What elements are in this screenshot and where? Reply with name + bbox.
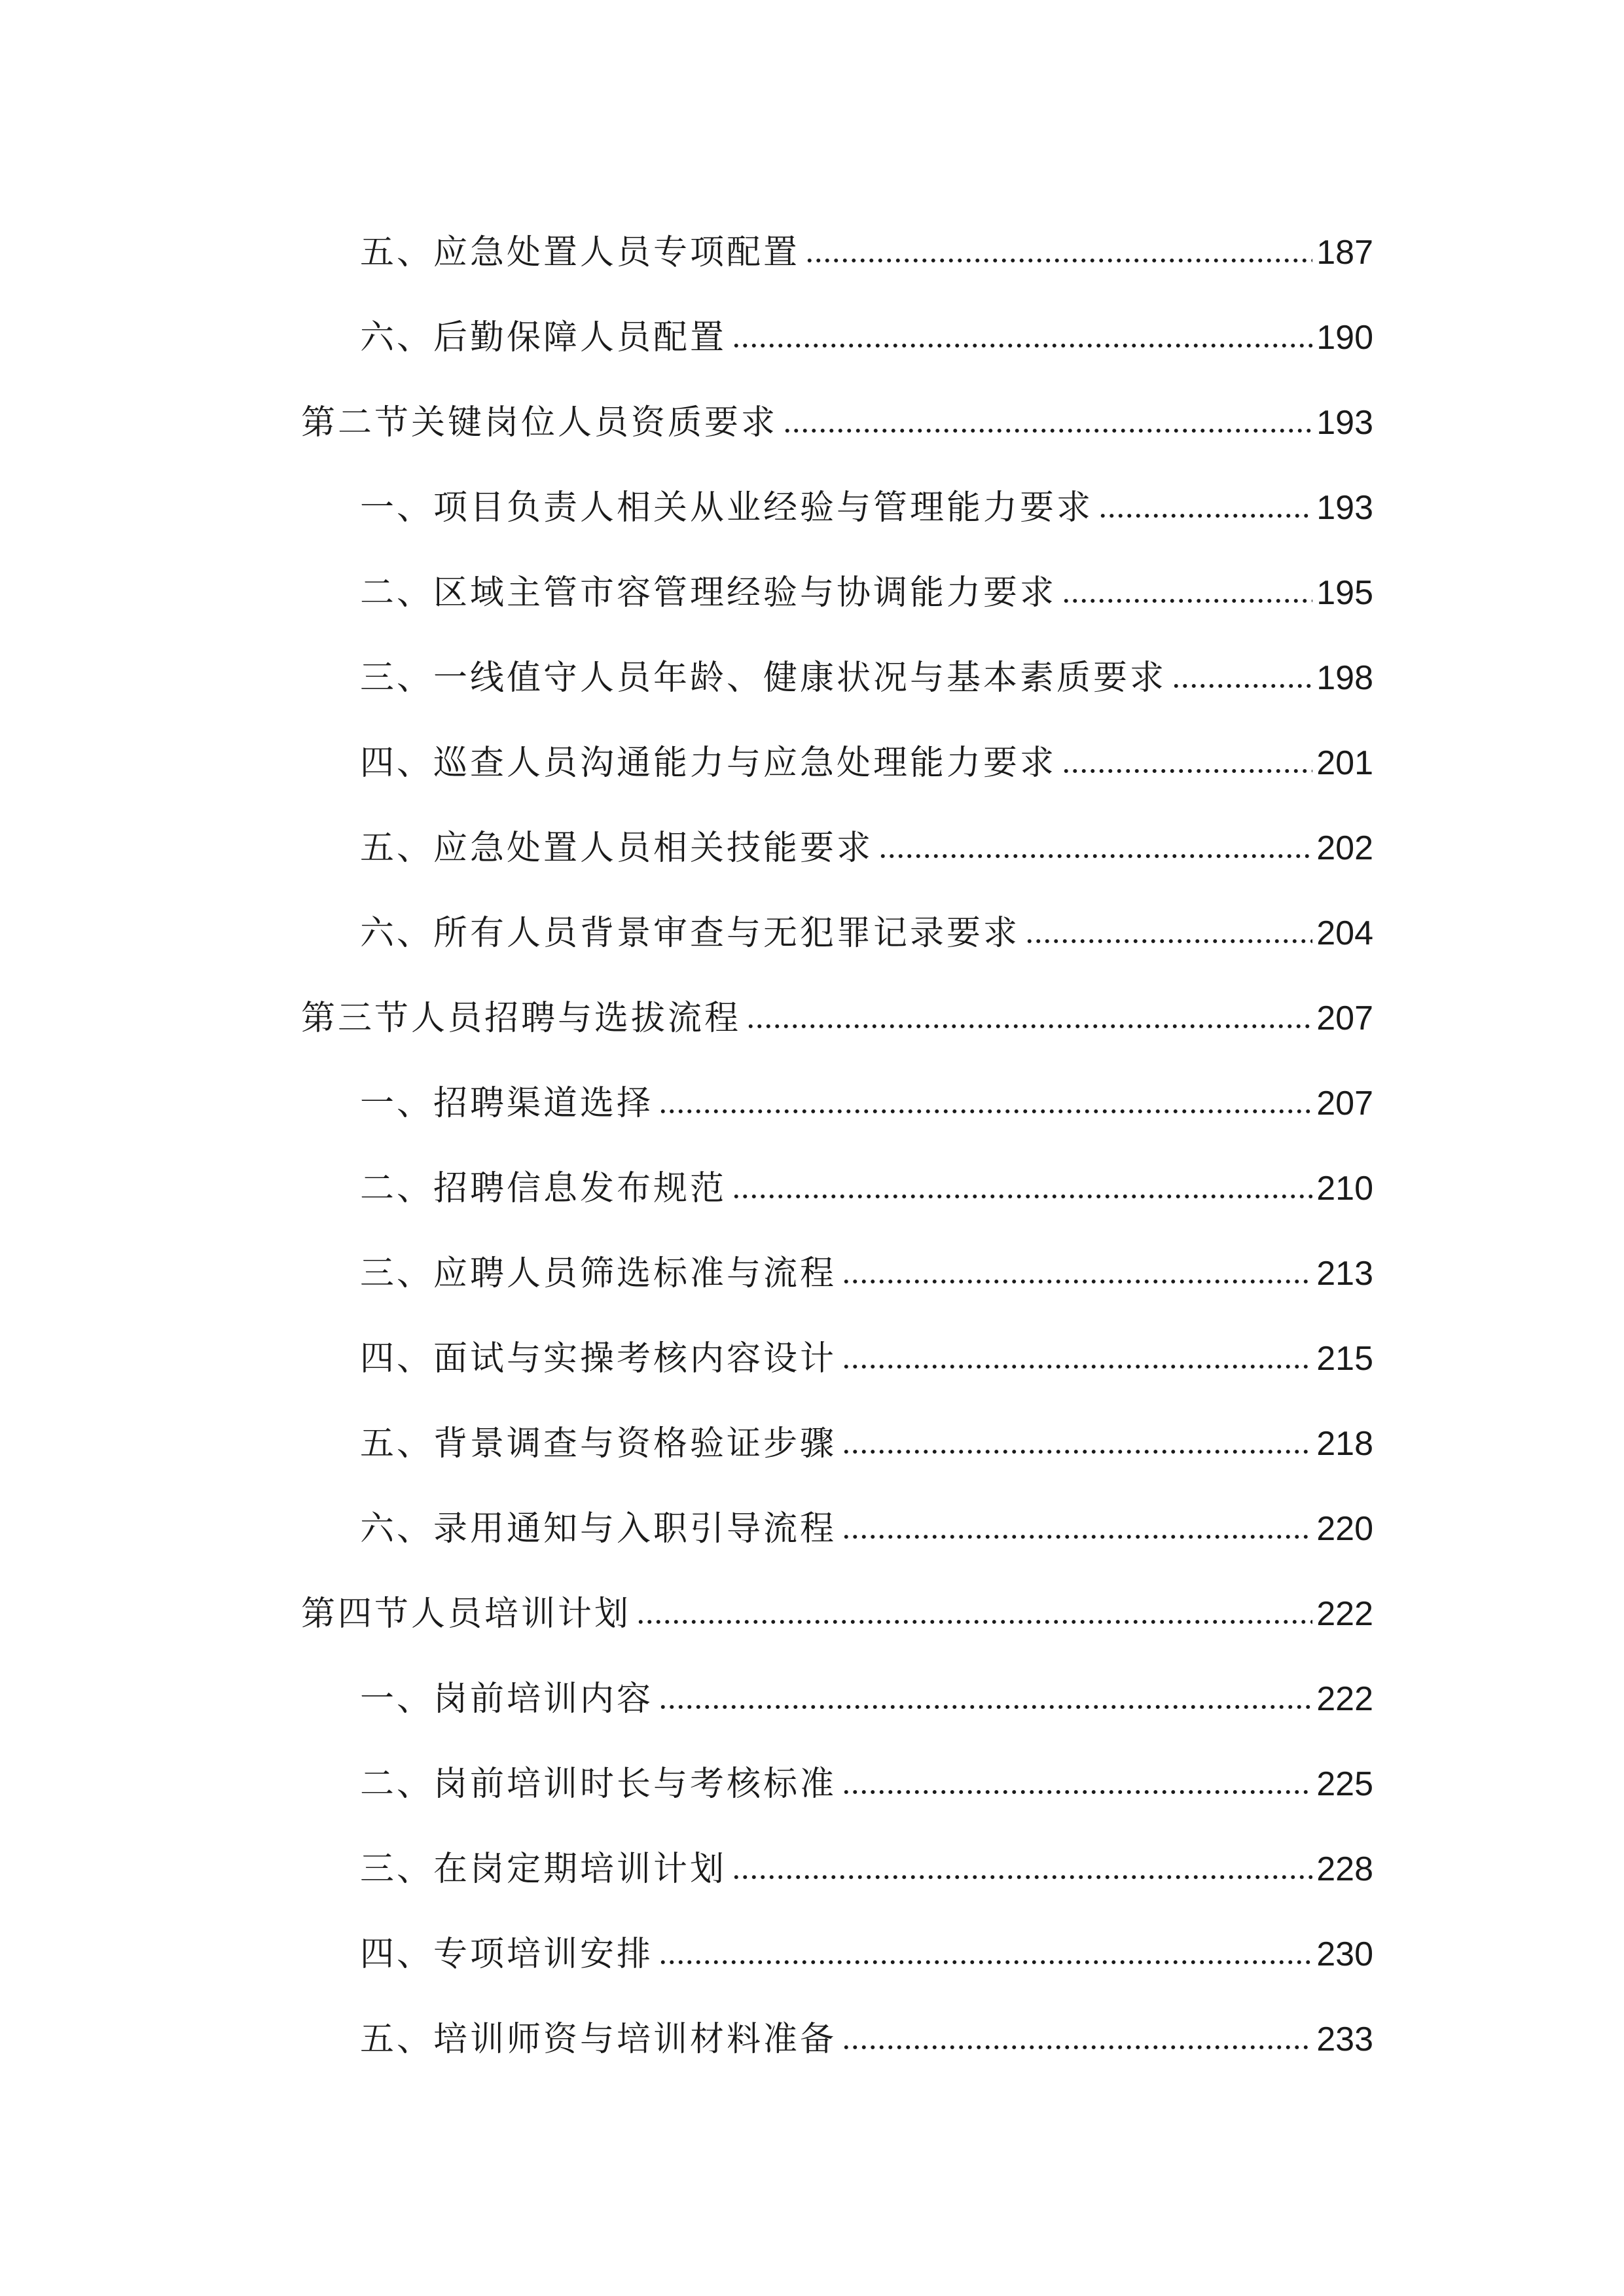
- toc-entry-title: 二、区域主管市容管理经验与协调能力要求: [360, 573, 1057, 613]
- toc-entry[interactable]: [360, 1657, 1373, 1719]
- dot-leader: [659, 1704, 1312, 1710]
- toc-entry-page: 193: [1316, 489, 1373, 527]
- toc-entry[interactable]: [360, 1232, 1373, 1291]
- toc-entry-page: 233: [1316, 2020, 1373, 2058]
- dot-leader: [842, 1279, 1312, 1284]
- dot-leader: [636, 1619, 1312, 1624]
- toc-entry-page: 218: [1316, 1425, 1373, 1463]
- toc-entry-page: 230: [1316, 1935, 1373, 1973]
- toc-entry[interactable]: [360, 1317, 1373, 1376]
- toc-entry-page: 204: [1316, 914, 1373, 952]
- toc-entry[interactable]: [360, 1742, 1373, 1804]
- dot-leader: [842, 1449, 1312, 1454]
- toc-entry-title: 三、一线值守人员年龄、健康状况与基本素质要求: [360, 658, 1167, 698]
- dot-leader: [842, 1789, 1312, 1795]
- toc-entry-page: 198: [1316, 659, 1373, 697]
- toc-entry-title: 第二节关键岗位人员资质要求: [301, 403, 778, 442]
- toc-entry-page: 202: [1316, 829, 1373, 867]
- toc-entry-title: 五、应急处置人员相关技能要求: [360, 829, 874, 868]
- toc-entry-page: 215: [1316, 1340, 1373, 1378]
- toc-entry-page: 207: [1316, 1085, 1373, 1122]
- toc-entry[interactable]: [360, 1912, 1373, 1974]
- dot-leader: [1025, 939, 1312, 944]
- dot-leader: [1098, 513, 1312, 518]
- toc-entry-title: 五、背景调查与资格验证步骤: [360, 1424, 837, 1463]
- dot-leader: [783, 428, 1312, 433]
- toc-entry-title: 二、招聘信息发布规范: [360, 1169, 727, 1208]
- dot-leader: [842, 1364, 1312, 1369]
- toc-entry-page: 228: [1316, 1850, 1373, 1888]
- toc-entry-title: 一、项目负责人相关从业经验与管理能力要求: [360, 488, 1094, 528]
- toc-entry-title: 五、应急处置人员专项配置: [360, 233, 801, 272]
- toc-entry-title: 六、后勤保障人员配置: [360, 318, 727, 357]
- toc-entry-page: 222: [1316, 1595, 1373, 1633]
- dot-leader: [732, 1874, 1312, 1880]
- dot-leader: [659, 1109, 1312, 1114]
- toc-section-entry[interactable]: [301, 977, 1373, 1038]
- toc-entry-page: 190: [1316, 319, 1373, 357]
- toc-entry-title: 一、岗前培训内容: [360, 1679, 654, 1719]
- dot-leader: [1062, 768, 1312, 774]
- dot-leader: [1062, 598, 1312, 603]
- toc-entry[interactable]: [360, 551, 1373, 613]
- toc-entry-title: 四、巡查人员沟通能力与应急处理能力要求: [360, 744, 1057, 783]
- toc-entry[interactable]: [360, 806, 1373, 868]
- dot-leader: [732, 343, 1312, 348]
- dot-leader: [746, 1024, 1312, 1029]
- toc-entry-page: 225: [1316, 1765, 1373, 1803]
- toc-entry-page: 213: [1316, 1255, 1373, 1293]
- toc-entry[interactable]: [360, 1402, 1373, 1461]
- toc-entry-title: 二、岗前培训时长与考核标准: [360, 1765, 837, 1804]
- toc-entry[interactable]: [360, 1487, 1373, 1549]
- toc-entry[interactable]: [360, 211, 1373, 270]
- toc-entry-page: 220: [1316, 1510, 1373, 1548]
- toc-entry-title: 四、面试与实操考核内容设计: [360, 1339, 837, 1378]
- toc-entry[interactable]: [360, 891, 1373, 953]
- toc-entry[interactable]: [360, 721, 1373, 783]
- dot-leader: [842, 2045, 1312, 2050]
- toc-entry[interactable]: [360, 1062, 1373, 1121]
- toc-entry-page: 222: [1316, 1680, 1373, 1718]
- toc-entry-title: 六、录用通知与入职引导流程: [360, 1509, 837, 1549]
- dot-leader: [805, 258, 1312, 263]
- toc-entry-page: 193: [1316, 404, 1373, 442]
- toc-entry[interactable]: [360, 1998, 1373, 2059]
- toc-entry-page: 195: [1316, 574, 1373, 612]
- toc-entry-title: 一、招聘渠道选择: [360, 1084, 654, 1123]
- toc-entry-page: 207: [1316, 999, 1373, 1037]
- dot-leader: [732, 1194, 1312, 1199]
- toc-entry-page: 201: [1316, 744, 1373, 782]
- toc-entry[interactable]: [360, 1827, 1373, 1889]
- toc-entry[interactable]: [360, 296, 1373, 355]
- toc-section-entry[interactable]: [301, 381, 1373, 440]
- dot-leader: [1172, 683, 1312, 689]
- dot-leader: [659, 1960, 1312, 1965]
- toc-entry-title: 四、专项培训安排: [360, 1935, 654, 1974]
- toc-entry-page: 187: [1316, 234, 1373, 272]
- dot-leader: [878, 853, 1312, 859]
- toc-entry-title: 三、应聘人员筛选标准与流程: [360, 1254, 837, 1293]
- toc-entry-title: 三、在岗定期培训计划: [360, 1850, 727, 1889]
- toc-entry[interactable]: [360, 1147, 1373, 1206]
- toc-entry[interactable]: [360, 636, 1373, 698]
- toc-entry-title: 五、培训师资与培训材料准备: [360, 2020, 837, 2059]
- toc-entry-title: 六、所有人员背景审查与无犯罪记录要求: [360, 914, 1020, 953]
- toc-entry[interactable]: [360, 466, 1373, 528]
- dot-leader: [842, 1534, 1312, 1539]
- toc-section-entry[interactable]: [301, 1572, 1373, 1634]
- toc-entry-title: 第三节人员招聘与选拔流程: [301, 999, 742, 1038]
- toc-entry-page: 210: [1316, 1170, 1373, 1208]
- toc-entry-title: 第四节人员培训计划: [301, 1594, 632, 1634]
